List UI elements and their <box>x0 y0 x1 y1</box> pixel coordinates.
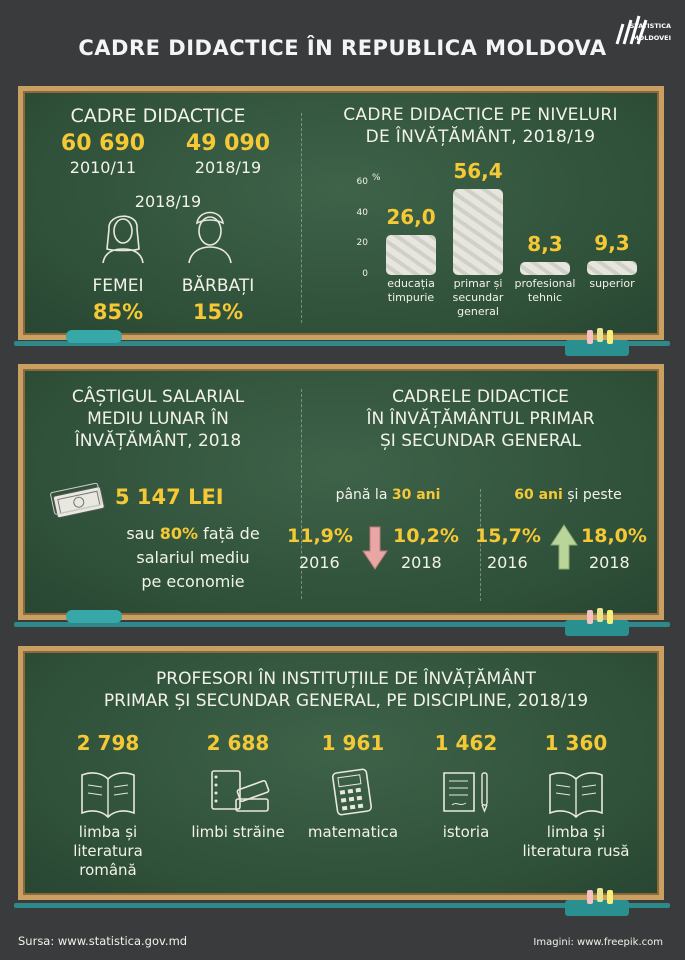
source-text: Sursa: www.statistica.gov.md <box>18 934 188 948</box>
y-axis-unit: % <box>372 173 381 183</box>
old-label <box>483 487 653 503</box>
bar-value-label: 56,4 <box>453 158 503 183</box>
young-2018-value: 10,2% <box>393 525 459 547</box>
y-tick-label: 40 <box>356 207 368 218</box>
statistica-logo <box>591 10 671 50</box>
notebook-books-icon <box>208 767 268 819</box>
salary-note-prefix: sau <box>126 524 155 543</box>
subject-count: 2 798 <box>76 731 140 755</box>
salary-note-line1 <box>93 524 293 543</box>
levels-title-line2: DE ÎNVĂȚĂMÂNT, 2018/19 <box>365 127 596 147</box>
young-label <box>303 487 473 503</box>
salary-title-line1: CÂȘTIGUL SALARIAL <box>71 387 245 407</box>
y-tick-label: 20 <box>356 238 368 249</box>
young-2016-year: 2016 <box>299 553 340 572</box>
subjects-title-line1: PROFESORI ÎN INSTITUȚIILE DE ÎNVĂȚĂMÂNT <box>156 669 536 689</box>
open-book-icon <box>546 767 606 819</box>
subjects-title-line2: PRIMAR ȘI SECUNDAR GENERAL, PE DISCIPLINE, 2018/19 <box>103 691 589 711</box>
page-title: CADRE DIDACTICE ÎN REPUBLICA MOLDOVA <box>78 36 607 60</box>
category-label-line: educația <box>387 277 435 290</box>
board1-divider <box>301 113 302 323</box>
category-label-line: primar și <box>453 277 503 290</box>
salary-title-line3: ÎNVĂȚĂMÂNT, 2018 <box>74 431 242 451</box>
old-2016-value: 15,7% <box>475 525 541 547</box>
teachers-2018-year: 2018/19 <box>194 158 262 177</box>
women-percent: 85% <box>92 300 144 324</box>
teachers-2018-value: 49 090 <box>185 131 271 156</box>
chalk-box-icon <box>565 900 629 916</box>
y-tick-label: 0 <box>362 269 368 279</box>
arrow-up-icon <box>551 525 577 569</box>
eraser-icon <box>66 610 122 623</box>
board-subjects <box>18 646 664 900</box>
salary-note-suffix: față de <box>203 524 260 543</box>
eraser-icon <box>66 330 122 343</box>
bar <box>520 262 570 275</box>
category-label-line: timpurie <box>387 291 435 304</box>
levels-title-line1: CADRE DIDACTICE PE NIVELURI <box>343 105 618 125</box>
arrow-down-icon <box>363 527 387 569</box>
salary-note-percent: 80% <box>159 524 198 543</box>
images-credit: Imagini: www.freepik.com <box>533 937 663 948</box>
old-2018-value: 18,0% <box>581 525 647 547</box>
chalk-box-icon <box>565 340 629 356</box>
levels-chart <box>328 158 653 337</box>
category-label-line: tehnic <box>527 291 563 304</box>
teachers-2010-value: 60 690 <box>60 131 146 156</box>
scroll-pen-icon <box>436 767 496 819</box>
bar-value-label: 9,3 <box>594 230 630 255</box>
subject-label-line: literatura rusă <box>522 842 630 860</box>
logo-line1: STATISTICA <box>629 22 671 30</box>
salary-note-line3: pe economie <box>141 572 245 591</box>
bar-value-label: 8,3 <box>527 232 563 257</box>
age-title-line3: ȘI SECUNDAR GENERAL <box>379 431 581 451</box>
young-label-value: 30 ani <box>391 487 441 503</box>
salary-amount: 5 147 LEI <box>115 485 224 509</box>
subject-count: 1 360 <box>544 731 608 755</box>
open-book-icon <box>78 767 138 819</box>
salary-title-line2: MEDIU LUNAR ÎN <box>87 409 229 429</box>
old-2018-year: 2018 <box>589 553 630 572</box>
subject-label-line: istoria <box>442 823 490 841</box>
y-tick-label: 60 <box>356 177 368 187</box>
young-label-prefix: până la <box>335 487 388 503</box>
subject-label-line: limba și <box>78 823 138 841</box>
money-icon <box>51 483 109 523</box>
teachers-title: CADRE DIDACTICE <box>70 105 246 127</box>
age-title-line2: ÎN ÎNVĂȚĂMÂNTUL PRIMAR <box>366 409 595 429</box>
subjects-list <box>23 731 659 901</box>
subject-label <box>38 823 178 880</box>
teachers-2010-year: 2010/11 <box>69 158 137 177</box>
man-icon <box>185 207 233 263</box>
gender-year: 2018/19 <box>134 192 202 211</box>
category-label-line: general <box>457 305 499 318</box>
subject-label-line: literatura <box>73 842 143 860</box>
men-percent: 15% <box>192 300 244 324</box>
subject-count: 2 688 <box>206 731 270 755</box>
woman-icon <box>99 207 147 263</box>
bar <box>386 235 436 275</box>
category-label-line: superior <box>589 277 635 290</box>
logo-line2: MOLDOVEI <box>632 34 671 42</box>
subject-label-line: română <box>79 861 137 879</box>
bar-value-label: 26,0 <box>386 205 436 230</box>
bar <box>453 189 503 275</box>
category-label-line: secundar <box>452 291 504 304</box>
subject-label-line: limba și <box>546 823 606 841</box>
young-2016-value: 11,9% <box>287 525 353 547</box>
category-label-line: profesional <box>514 277 576 290</box>
young-2018-year: 2018 <box>401 553 442 572</box>
subject-label <box>506 823 646 861</box>
category-label <box>573 277 651 291</box>
subject-count: 1 961 <box>321 731 385 755</box>
subject-count: 1 462 <box>434 731 498 755</box>
men-label: BĂRBAȚI <box>181 276 255 296</box>
women-label: FEMEI <box>92 276 144 296</box>
board-salary-age <box>18 364 664 620</box>
subject-label-line: matematica <box>307 823 399 841</box>
old-2016-year: 2016 <box>487 553 528 572</box>
bar <box>587 261 637 275</box>
old-label-suffix: și peste <box>567 487 622 503</box>
chalk-box-icon <box>565 620 629 636</box>
calculator-icon <box>323 767 383 819</box>
board-teachers <box>18 86 664 340</box>
age-title-line1: CADRELE DIDACTICE <box>392 387 569 407</box>
salary-note-line2: salariul mediu <box>136 548 250 567</box>
subject-label-line: limbi străine <box>191 823 285 841</box>
old-label-value: 60 ani <box>514 487 563 503</box>
